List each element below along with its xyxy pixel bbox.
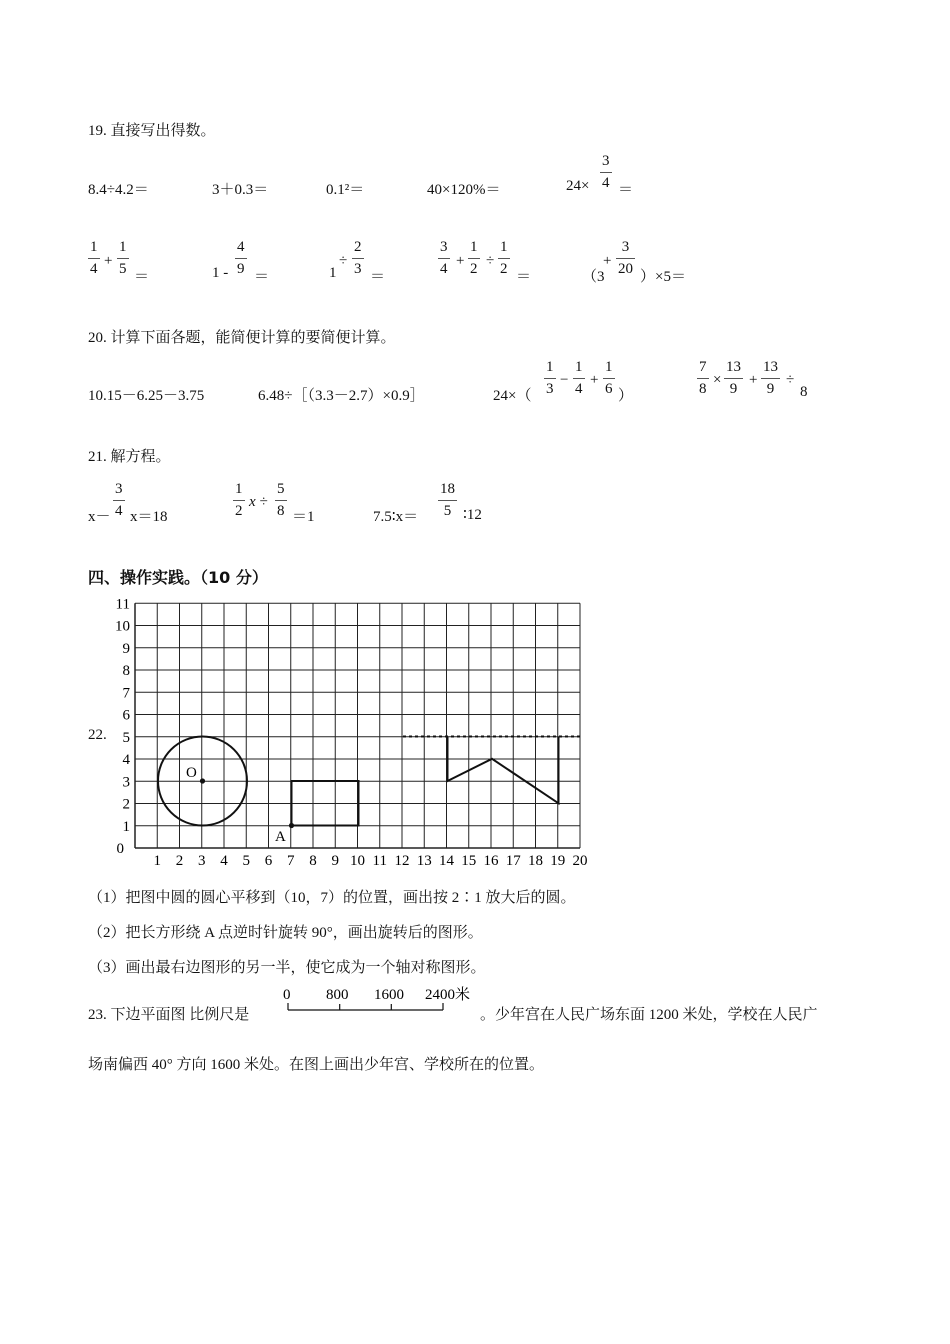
- q19-r2-c-pre: 1: [329, 265, 337, 281]
- numerator: 1: [235, 481, 243, 497]
- q19-r2-c-frac: [352, 240, 364, 277]
- y-tick-label: 11: [115, 596, 130, 613]
- q21-b-mid: x ÷: [249, 494, 268, 510]
- q19-r2-c-op: ÷: [339, 253, 348, 269]
- q20-a: 10.15－6.25－3.75: [88, 388, 205, 404]
- q21-b-frac2: [275, 482, 287, 519]
- q20-d-post: 8: [800, 384, 808, 400]
- q19-r2-d-eq: ＝: [516, 269, 532, 285]
- denominator: 4: [575, 381, 583, 397]
- q22-task-2: （2）把长方形绕 A 点逆时针旋转 90°，画出旋转后的图形。: [88, 925, 483, 941]
- q22-coordinate-grid: [108, 596, 598, 870]
- q20-c-pre: 24×（: [493, 388, 532, 404]
- y-tick-label: 5: [122, 729, 130, 746]
- q19-r2-b-eq: ＝: [254, 269, 270, 285]
- q20-d-op2: +: [749, 372, 758, 388]
- circle-center-point: [200, 778, 205, 783]
- q20-d-frac3: [761, 360, 780, 397]
- x-tick-label: 8: [309, 853, 317, 869]
- point-a: [289, 823, 294, 828]
- x-tick-label: 18: [528, 853, 543, 869]
- y-tick-label: 1: [122, 818, 130, 835]
- y-tick-label: 3: [122, 774, 130, 791]
- q19-r2-a-eq: ＝: [134, 269, 150, 285]
- x-tick-label: 12: [394, 853, 410, 869]
- numerator: 1: [605, 359, 613, 375]
- x-tick-label: 6: [264, 853, 273, 869]
- denominator: 2: [235, 503, 243, 519]
- x-tick-label: 10: [350, 853, 365, 869]
- numerator: 1: [119, 239, 127, 255]
- q20-d-op3: ÷: [786, 372, 795, 388]
- scale-label-2400: 2400米: [425, 987, 471, 1003]
- numerator: 3: [621, 239, 630, 255]
- q19-item-4: 40×120%＝: [427, 182, 501, 198]
- q21-c-pre: 7.5∶x＝: [373, 509, 419, 525]
- denominator: 8: [699, 381, 707, 397]
- q19-r2-a-frac2: [117, 240, 129, 277]
- x-tick-label: 17: [505, 853, 521, 869]
- q19-r2-d-frac1: [438, 240, 450, 277]
- denominator: 4: [90, 261, 98, 277]
- denominator: 20: [618, 261, 633, 277]
- y-tick-label: 6: [122, 707, 130, 724]
- half-figure-shape: [448, 737, 559, 804]
- x-tick-label: 5: [242, 853, 250, 869]
- q22-task-1: （1）把图中圆的圆心平移到（10，7）的位置，画出按 2∶1 放大后的圆。: [88, 890, 576, 906]
- denominator: 6: [605, 381, 613, 397]
- numerator: 3: [115, 481, 123, 497]
- scale-bar: [282, 984, 482, 1020]
- q20-c-post: ）: [618, 388, 634, 404]
- denominator: 2: [500, 261, 508, 277]
- q19-item-5-pre: 24×: [566, 178, 590, 194]
- label-o: O: [186, 765, 197, 781]
- x-tick-label: 20: [572, 853, 588, 869]
- q19-r2-e-frac: [616, 240, 635, 277]
- numerator: 2: [354, 239, 362, 255]
- denominator: 5: [119, 261, 127, 277]
- q19-title: 19. 直接写出得数。: [88, 123, 216, 139]
- denominator: 4: [115, 503, 123, 519]
- q22-task-3: （3）画出最右边图形的另一半，使它成为一个轴对称图形。: [88, 960, 486, 976]
- section-4-heading: 四、操作实践。（10 分）: [88, 568, 268, 587]
- scale-label-800: 800: [326, 987, 349, 1003]
- q19-r2-e-post: ）×5＝: [640, 269, 686, 285]
- x-tick-label: 9: [331, 853, 339, 869]
- numerator: 1: [470, 239, 478, 255]
- q20-d-frac2: [724, 360, 743, 397]
- q20-d-op1: ×: [713, 372, 722, 388]
- denominator: 9: [237, 261, 245, 277]
- q19-item-5-fraction: [600, 154, 612, 191]
- q19-r2-d-frac2: [468, 240, 480, 277]
- x-tick-label: 19: [550, 853, 566, 869]
- q19-r2-b-pre: 1 -: [212, 265, 229, 281]
- numerator: 4: [237, 239, 245, 255]
- q19-r2-e-op: +: [603, 253, 612, 269]
- numerator: 7: [699, 359, 707, 375]
- denominator: 4: [440, 261, 448, 277]
- q19-item-2: 3＋0.3＝: [212, 182, 269, 198]
- numerator: 13: [726, 359, 741, 375]
- q20-d-frac1: [697, 360, 709, 397]
- scale-label-1600: 1600: [374, 987, 404, 1003]
- q21-c-post: ∶12: [463, 507, 482, 523]
- x-tick-label: 2: [175, 853, 184, 869]
- y-tick-label: 0: [116, 841, 124, 857]
- q19-r2-a-frac1: [88, 240, 100, 277]
- q20-c-frac3: [603, 360, 615, 397]
- y-tick-label: 8: [122, 663, 130, 679]
- x-tick-label: 16: [483, 853, 499, 869]
- q20-c-op2: +: [590, 372, 599, 388]
- numerator: 1: [90, 239, 98, 255]
- q19-r2-b-frac: [235, 240, 247, 277]
- q21-b-post: ＝1: [292, 509, 315, 525]
- numerator: 18: [440, 481, 455, 497]
- q23-text-part1: 23. 下边平面图 比例尺是: [88, 1007, 250, 1023]
- x-tick-label: 1: [153, 853, 161, 869]
- label-a: A: [275, 829, 286, 845]
- denominator: 9: [766, 381, 775, 397]
- q23-text-part2: 。少年宫在人民广场东面 1200 米处，学校在人民广: [480, 1007, 818, 1023]
- x-axis-labels: [154, 853, 588, 869]
- q20-c-op1: −: [560, 372, 569, 388]
- y-tick-label: 10: [115, 618, 130, 635]
- y-tick-label: 4: [122, 752, 130, 768]
- x-tick-label: 11: [372, 853, 387, 869]
- q19-r2-a-op: +: [104, 253, 113, 269]
- q19-r2-c-eq: ＝: [370, 269, 386, 285]
- y-tick-label: 7: [122, 685, 130, 702]
- q19-item-3: 0.1²＝: [326, 182, 365, 198]
- numerator: 3: [440, 239, 448, 255]
- numerator: 1: [546, 359, 554, 375]
- denominator: 8: [277, 503, 285, 519]
- q20-c-frac1: [544, 360, 556, 397]
- x-tick-label: 4: [220, 853, 228, 869]
- denominator: 5: [443, 503, 452, 519]
- denominator: 9: [729, 381, 738, 397]
- x-tick-label: 7: [287, 853, 295, 869]
- denominator: 3: [546, 381, 554, 397]
- denominator: 2: [470, 261, 478, 277]
- y-tick-label: 9: [122, 640, 130, 657]
- q22-number: 22.: [88, 727, 107, 743]
- q21-c-frac: [438, 482, 457, 519]
- q19-item-1: 8.4÷4.2＝: [88, 182, 149, 198]
- scale-label-0: 0: [283, 987, 291, 1003]
- q23-text-line2: 场南偏西 40° 方向 1600 米处。在图上画出少年宫、学校所在的位置。: [88, 1057, 545, 1073]
- q19-r2-d-op2: ÷: [486, 253, 495, 269]
- q20-c-frac2: [573, 360, 585, 397]
- q20-b: 6.48÷［（3.3－2.7）×0.9］: [258, 388, 425, 404]
- numerator: 13: [763, 359, 778, 375]
- y-axis-labels: [115, 596, 131, 857]
- q21-a-frac: [113, 482, 125, 519]
- numerator: 1: [575, 359, 583, 375]
- numerator: 3: [602, 153, 610, 169]
- q21-a-post: x＝18: [130, 509, 168, 525]
- numerator: 5: [277, 481, 285, 497]
- q19-r2-e-pre: （3: [582, 269, 605, 285]
- q20-title: 20. 计算下面各题，能简便计算的要简便计算。: [88, 330, 396, 346]
- q21-b-frac1: [233, 482, 245, 519]
- q21-a-pre: x－: [88, 509, 111, 525]
- denominator: 3: [354, 261, 362, 277]
- denominator: 4: [602, 175, 610, 191]
- numerator: 1: [500, 239, 508, 255]
- x-tick-label: 3: [198, 853, 206, 869]
- x-tick-label: 14: [439, 853, 454, 869]
- x-tick-label: 13: [416, 853, 432, 869]
- q19-r2-d-frac3: [498, 240, 510, 277]
- q19-item-5-eq: ＝: [618, 182, 634, 198]
- y-tick-label: 2: [122, 796, 130, 813]
- q21-title: 21. 解方程。: [88, 449, 171, 465]
- q19-r2-d-op1: +: [456, 253, 465, 269]
- x-tick-label: 15: [461, 853, 477, 869]
